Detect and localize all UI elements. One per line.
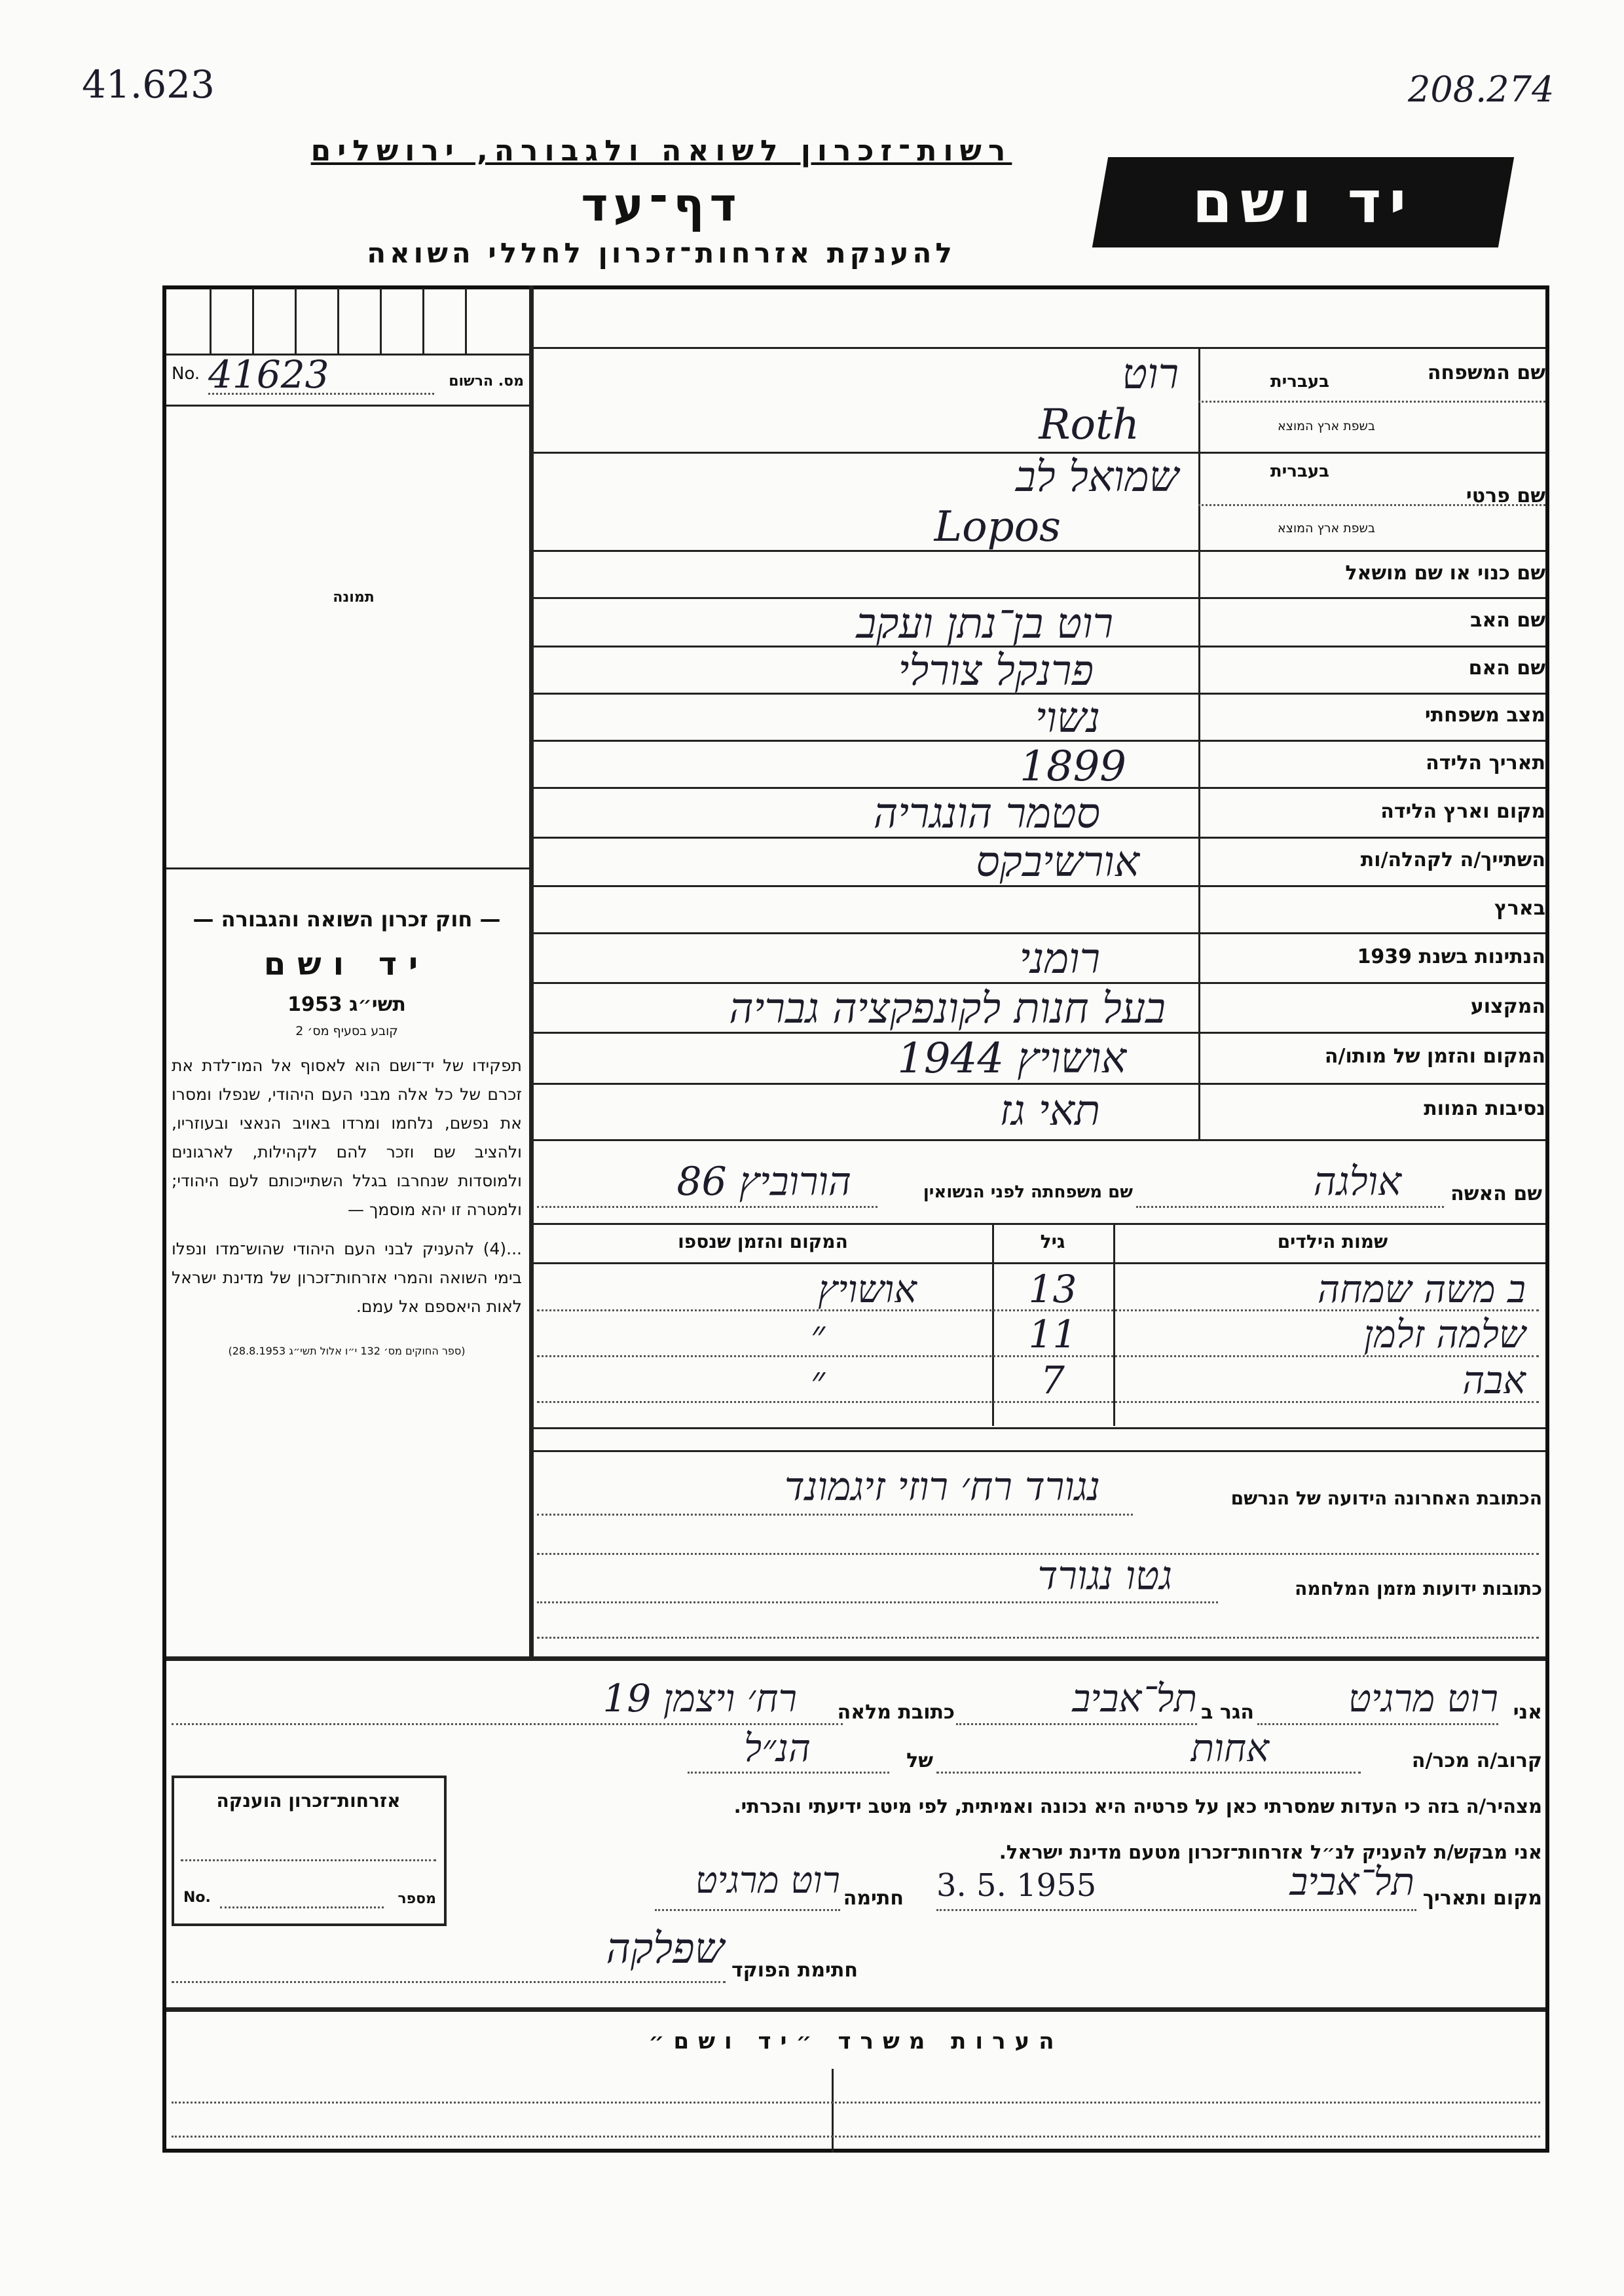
label-mother: שם האם xyxy=(1468,657,1545,680)
label-death-circumstances: נסיבות המוות xyxy=(1424,1097,1545,1120)
declarant-date: 3. 5. 1955 xyxy=(936,1867,1097,1904)
children-header-age: גיל xyxy=(1040,1231,1065,1252)
value-father: רוט בן־נתן ועקב xyxy=(856,600,1113,648)
label-relation: קרוב/ה מכר/ה xyxy=(1411,1749,1542,1772)
label-family-origin: בשפת ארץ המוצא xyxy=(1277,419,1375,433)
value-profession: בעל חנות לקונפקציה גבריה xyxy=(729,985,1166,1033)
label-wife-maiden: שם משפחתה לפני הנשואין xyxy=(923,1182,1133,1202)
label-first-he: בעברית xyxy=(1270,462,1329,481)
child-age: 7 xyxy=(1041,1358,1065,1402)
label-official-signature: חתימת הפוקד xyxy=(731,1959,858,1982)
value-first-origin: Lopos xyxy=(934,503,1061,551)
registration-no-label: No. xyxy=(172,364,200,384)
child-age: 11 xyxy=(1028,1312,1077,1357)
value-wife-maiden: הורוביץ 86 xyxy=(676,1159,851,1205)
value-first-he: שמואל לב xyxy=(1015,453,1179,501)
label-first-name: שם פרטי xyxy=(1466,484,1545,507)
logo-text: יד ושם xyxy=(1192,168,1414,236)
label-nickname: שם כנוי או שם מושאל xyxy=(1345,562,1545,585)
label-of: של xyxy=(906,1749,933,1772)
request-text: אני מבקש/ת להעניק לנ״ל אזרחות־זכרון מטעם מדינת ישראל. xyxy=(999,1841,1542,1863)
children-header-place: המקום והזמן שנספו xyxy=(678,1231,848,1252)
label-citizenship: הנתינות בשנת 1939 xyxy=(1357,945,1545,968)
official-signature: שפלקה xyxy=(606,1925,724,1973)
law-paragraph-1: תפקידו של יד־ושם הוא לאסוף אל המו־לדת את זכרם של כל אלה מבני העם היהודי, שנפלו ומסרו את נפשם, נלחמו ומרדו באויב הנאצי ובעוזריו, ולהציב שם וזכר להם לקהילות, לארגונים ולמוסדות שנחרבו בגלל השתייכותם לעם היהודי; ולמטרה זו יהא מוסמך — xyxy=(172,1056,522,1219)
registration-no-value: 41623 xyxy=(208,352,329,397)
child-name: ב משה שמחה xyxy=(1317,1267,1526,1311)
value-last-address: נגורד רח׳ רוזי זיגמונד xyxy=(784,1464,1100,1510)
value-death-circumstances: תאי גז xyxy=(999,1087,1100,1135)
office-remarks-title: הערות משרד ״יד ושם״ xyxy=(648,2028,1063,2054)
label-wife-name: שם האשה xyxy=(1450,1182,1542,1205)
law-year: תשי״ג 1953 xyxy=(287,993,406,1016)
declarant-relation: אחות xyxy=(1190,1726,1269,1770)
child-place: ״ xyxy=(810,1312,825,1357)
law-org: יד ושם xyxy=(263,946,430,983)
declarant-address: רח׳ ויצמן 19 xyxy=(602,1676,797,1721)
form-title: דף־עד xyxy=(581,178,742,232)
form-subtitle: להענקת אזרחות־זכרון לחללי השואה xyxy=(367,237,956,269)
label-birth-place: מקום וארץ הלידה xyxy=(1380,800,1545,823)
declarant-name: רוט מרגיט xyxy=(1348,1676,1498,1721)
left-corner-number: 41.623 xyxy=(82,62,215,107)
authority-title: רשות־זכרון לשואה ולגבורה, ירושלים xyxy=(310,134,1012,168)
child-name: שלמה זלמן xyxy=(1363,1312,1526,1357)
label-place-date: מקום ותאריך xyxy=(1422,1887,1542,1910)
right-corner-number: 208.274 xyxy=(1408,69,1555,110)
law-panel xyxy=(172,907,522,1357)
label-last-address: הכתובת האחרונה הידועה של הנרשם xyxy=(1230,1487,1542,1509)
declarant-of: הנ״ל xyxy=(743,1726,811,1770)
child-place: אושויץ xyxy=(818,1267,917,1311)
granted-box-no-label: No. xyxy=(183,1889,211,1906)
granted-box-title: אזרחות־זכרון הוענקה xyxy=(216,1790,401,1812)
law-title: — חוק זכרון השואה והגבורה — xyxy=(193,907,501,932)
declaration-text: מצהיר/ה בזה כי העדות שמסרתי כאן על פרטיה היא נכונה ואמיתית, לפי מיטב ידיעתי והכרתי. xyxy=(733,1795,1542,1817)
declarant-place: תל־אביב xyxy=(1289,1859,1414,1904)
label-death-place: המקום והזמן של מותו/ה xyxy=(1324,1045,1545,1068)
value-mother: פרנקל צורלי xyxy=(898,647,1094,695)
child-place: ״ xyxy=(810,1358,825,1402)
label-resides: הגר ב xyxy=(1201,1701,1254,1724)
child-age: 13 xyxy=(1028,1267,1077,1311)
label-war-addresses: כתובות ידועות מזמן המלחמה xyxy=(1295,1578,1542,1599)
label-father: שם האב xyxy=(1470,609,1545,632)
label-marital: מצב משפחתי xyxy=(1424,704,1545,727)
label-profession: המקצוע xyxy=(1470,995,1545,1018)
children-header-names: שמות הילדים xyxy=(1277,1231,1388,1252)
value-war-addresses: גטו נגורד xyxy=(1037,1553,1172,1599)
value-citizenship: רומני xyxy=(1019,935,1100,983)
label-birth-date: תאריך הלידה xyxy=(1426,752,1545,774)
value-death-place: אושויץ 1944 xyxy=(897,1034,1126,1083)
value-marital: נשוי xyxy=(1035,694,1100,742)
registration-no-he: מס. הרשום xyxy=(449,373,524,390)
declarant-signature: רוט מרגיט xyxy=(695,1859,840,1902)
label-in-country: בארץ xyxy=(1494,897,1545,920)
child-name: אבה xyxy=(1462,1358,1526,1402)
value-birth-date: 1899 xyxy=(1020,742,1126,791)
value-family-he: רוט xyxy=(1122,350,1179,399)
value-community: אורשיבקס xyxy=(976,838,1139,886)
label-i: אני xyxy=(1513,1701,1542,1724)
yad-vashem-logo xyxy=(1092,157,1514,247)
label-family-name: שם המשפחה xyxy=(1427,361,1545,384)
label-full-address: כתובת מלאה xyxy=(837,1701,955,1724)
law-paragraph-2: ...(4) להעניק לבני העם היהודי שהוש־מדו ונפלו בימי השואה והמרי אזרחות־זכרון של מדינת ישראל לאות היאספם אל עמם. xyxy=(172,1239,522,1316)
label-family-he: בעברית xyxy=(1270,372,1329,392)
law-source: (ספר החוקים מס׳ 132 י״ו אלול תשי״ג 28.8.1953) xyxy=(228,1345,466,1357)
label-signature: חתימה xyxy=(843,1887,904,1910)
value-wife-name: אולגה xyxy=(1313,1159,1401,1205)
label-first-origin: בשפת ארץ המוצא xyxy=(1277,521,1375,536)
law-clause: קובע בסעיף מס׳ 2 xyxy=(295,1024,398,1038)
photo-label: תמונה xyxy=(333,589,375,606)
granted-box xyxy=(172,1776,447,1926)
label-community: השתייך/ה לקהלה/ות xyxy=(1360,848,1545,871)
granted-box-he-label: מספר xyxy=(397,1891,436,1907)
value-birth-place: סטמר הונגריה xyxy=(873,790,1100,838)
declarant-city: תל־אביב xyxy=(1072,1676,1197,1721)
value-family-origin: Roth xyxy=(1039,401,1139,449)
